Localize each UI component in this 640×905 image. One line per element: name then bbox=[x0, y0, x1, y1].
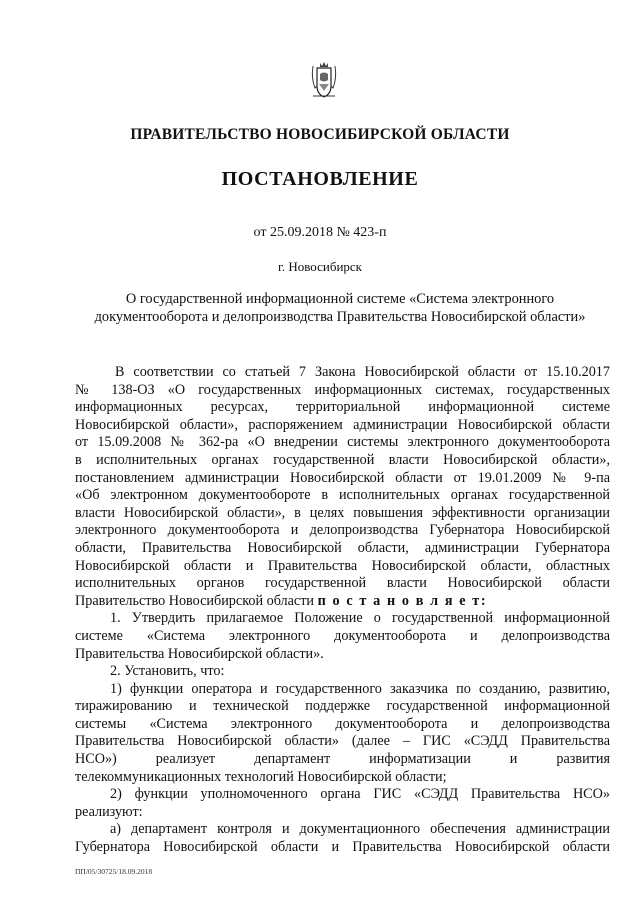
body-line: 2) функции уполномоченного органа ГИС «СЭДД Правительства НСО» bbox=[110, 786, 610, 803]
resolves-word: п о с т а н о в л я е т: bbox=[317, 592, 488, 609]
body-line: власти Новосибирской области», в целях повышения эффективности организации bbox=[75, 504, 610, 521]
body-line: Новосибирской области», распоряжением администрации Новосибирской области bbox=[75, 416, 610, 433]
body-line-text: Правительство Новосибирской области bbox=[75, 592, 315, 609]
subject-line: О государственной информационной системе «Система электронного bbox=[125, 291, 555, 307]
body-line bbox=[75, 593, 610, 611]
body-line: исполнительных органов государственной власти Новосибирской области bbox=[75, 575, 610, 592]
organization-name: ПРАВИТЕЛЬСТВО НОВОСИБИРСКОЙ ОБЛАСТИ bbox=[130, 126, 510, 143]
body-line: а) департамент контроля и документационного обеспечения администрации bbox=[110, 821, 610, 838]
body-line: телекоммуникационных технологий Новосибирской области; bbox=[75, 768, 447, 785]
body-line: Губернатора Новосибирской области и Правительства Новосибирской области bbox=[75, 839, 610, 856]
body-line: в исполнительных органах государственной власти Новосибирской области», bbox=[75, 451, 610, 468]
body-line: области, Правительства Новосибирской области, администрации Губернатора bbox=[75, 539, 610, 556]
body-line: от 15.09.2008 № 362-ра «О внедрении системы электронного документооборота bbox=[75, 434, 610, 451]
body-line: В соответствии со статьей 7 Закона Новосибирской области от 15.10.2017 bbox=[115, 364, 610, 380]
body-line: Новосибирской области и Правительства Новосибирской области, областных bbox=[75, 557, 610, 574]
body-line: Правительства Новосибирской области». bbox=[75, 645, 324, 662]
body-line: «Об электронном документообороте в исполнительных органах государственной bbox=[75, 487, 610, 504]
date-number: от 25.09.2018 № 423-п bbox=[253, 225, 387, 240]
document-subject bbox=[80, 290, 600, 326]
body-line: постановлением администрации Новосибирской области от 19.01.2009 № 9-па bbox=[75, 469, 610, 486]
body-line: 1. Утвердить прилагаемое Положение о государственной информационной bbox=[110, 610, 610, 627]
body-line: электронного документооборота и делопроизводства Губернатора Новосибирской bbox=[75, 522, 610, 539]
body-line: НСО») реализует департамент информатизации и развития bbox=[75, 751, 610, 768]
body-line: информационных ресурсах, территориальной информационной системе bbox=[75, 399, 610, 416]
document-code: ПП/05/30725/18.09.2018 bbox=[75, 867, 153, 876]
body-line: тиражированию и технической поддержке государственной информационной bbox=[75, 698, 610, 715]
body-line: реализуют: bbox=[75, 803, 143, 820]
body-line: системе «Система электронного документооборота и делопроизводства bbox=[75, 627, 610, 644]
city: г. Новосибирск bbox=[277, 259, 362, 274]
body-line: № 138-ОЗ «О государственных информационных системах, государственных bbox=[75, 381, 610, 398]
body-line: Правительства Новосибирской области» (далее – ГИС «СЭДД Правительства bbox=[75, 733, 610, 750]
document-body bbox=[75, 364, 610, 857]
body-line: 2. Установить, что: bbox=[110, 663, 225, 680]
body-line: системы «Система электронного документооборота и делопроизводства bbox=[75, 715, 610, 732]
document-type: ПОСТАНОВЛЕНИЕ bbox=[221, 168, 419, 190]
subject-line: документооборота и делопроизводства Правительства Новосибирской области» bbox=[94, 309, 586, 325]
coat-of-arms-icon bbox=[309, 60, 339, 100]
body-line: 1) функции оператора и государственного заказчика по созданию, развитию, bbox=[110, 680, 610, 697]
